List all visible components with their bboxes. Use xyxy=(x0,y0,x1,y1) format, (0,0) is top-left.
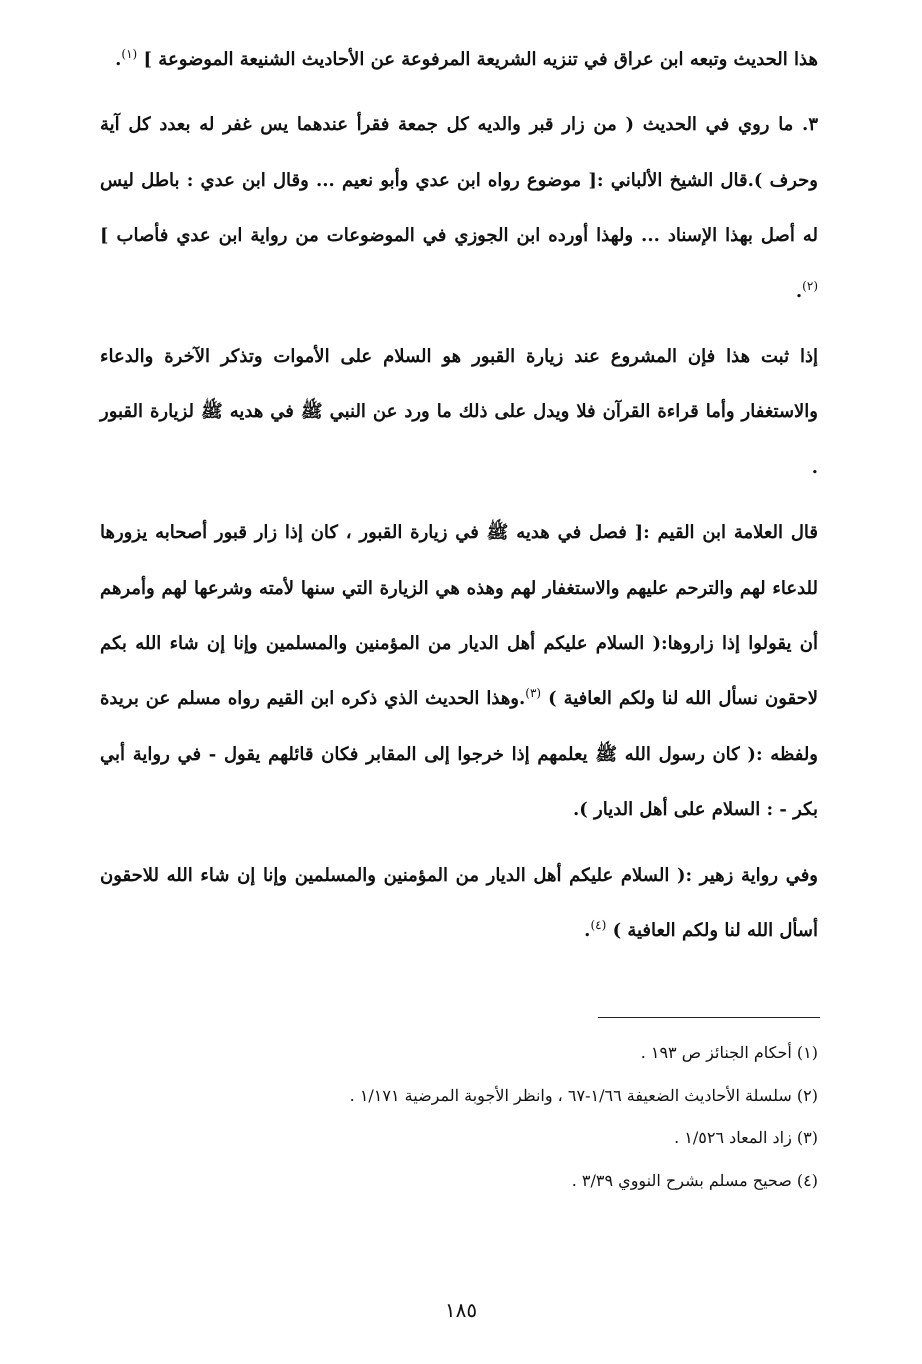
page-number: ١٨٥ xyxy=(444,1298,478,1322)
footnote-1: (١) أحكام الجنائز ص ١٩٣ . xyxy=(640,1043,818,1062)
paragraph-text: هذا الحديث وتبعه ابن عراق في تنزيه الشريعة المرفوعة عن الأحاديث الشنيعة الموضوعة ] xyxy=(143,49,818,70)
paragraph-text: وفي رواية زهير :( السلام عليكم أهل الديار من المؤمنين والمسلمين وإنا إن شاء الله للاحقون أسأل الله لنا ولكم العافية ) xyxy=(100,864,818,942)
paragraph-text: ٣. ما روي في الحديث ( من زار قبر والديه كل جمعة فقرأ عندهما يس غفر له بعدد كل آية وحرف ).قال الشيخ الألباني :[ موضوع رواه ابن عدي وأبو نعيم ... وقال ابن عدي : باطل ليس له أصل بهذا الإسناد ... ولهذا أورده ابن الجوزي في الموضوعات من رواية ابن عدي فأصاب ] xyxy=(100,114,818,247)
paragraph-text-continued: .وهذا الحديث الذي ذكره ابن القيم رواه مسلم عن بريدة ولفظه :( كان رسول الله ﷺ يعلمهم إذا خرجوا إلى المقابر فكان قائلهم يقول - في رواية أبي بكر - : السلام على أهل الديار ). xyxy=(100,688,818,821)
paragraph-text: قال العلامة ابن القيم :[ فصل في هديه ﷺ في زيارة القبور ، كان إذا زار قبور أصحابه يزورها للدعاء لهم والترحم عليهم والاستغفار لهم وهذه هي الزيارة التي سنها لأمته وشرعها لهم وأمرهم أن يقولوا إذا زاروها:( السلام عليكم أهل الديار من المؤمنين والمسلمين وإنا إن شاء الله بكم لاحقون نسأل الله لنا ولكم العافية ) xyxy=(100,522,818,710)
footnote-4: (٤) صحيح مسلم بشرح النووي ٣/٣٩ . xyxy=(571,1170,818,1190)
footnote-3: (٣) زاد المعاد ١/٥٢٦ . xyxy=(674,1128,818,1148)
paragraph-zuhair-narration xyxy=(100,848,818,959)
paragraph-text-continued: . xyxy=(584,920,591,942)
footnote-reference: (١) xyxy=(121,47,138,61)
paragraph-item-3 xyxy=(100,97,818,319)
paragraph-text: إذا ثبت هذا فإن المشروع عند زيارة القبور هو السلام على الأموات وتذكر الآخرة والدعاء والاستغفار وأما قراءة القرآن فلا ويدل على ذلك ما ورد عن النبي ﷺ في هديه ﷺ لزيارة القبور . xyxy=(100,346,818,478)
footnote-reference: (٢) xyxy=(802,278,818,293)
paragraph-ibn-qayyim xyxy=(100,505,818,837)
footnote-reference: (٣) xyxy=(525,686,542,701)
paragraph-text-continued: . xyxy=(115,49,122,70)
footnote-separator xyxy=(598,1017,820,1018)
footnote-2: (٢) سلسلة الأحاديث الضعيفة ١/٦٦-٦٧ ، وانظر الأجوبة المرضية ١/١٧١ . xyxy=(349,1085,818,1105)
main-text xyxy=(100,32,818,969)
footnotes xyxy=(200,1032,818,1202)
paragraph-legislated-visit xyxy=(100,329,818,495)
paragraph-text-continued: . xyxy=(795,280,803,302)
paragraph-hadith-conclusion xyxy=(100,32,818,87)
footnote-reference: (٤) xyxy=(590,918,607,933)
